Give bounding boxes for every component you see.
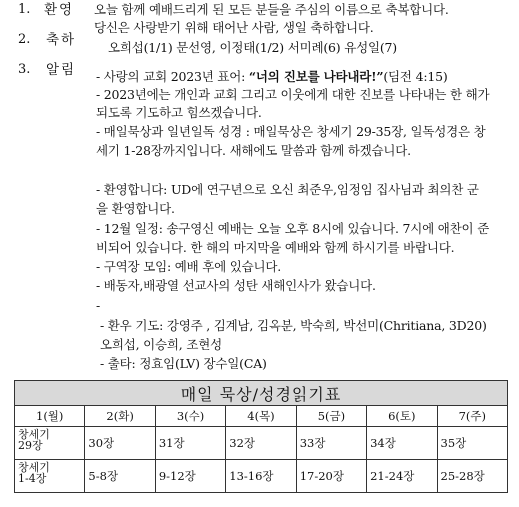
day-header: 5(금) xyxy=(296,406,366,427)
reading-schedule-table xyxy=(14,380,508,493)
section-number-welcome: 1. xyxy=(18,2,31,17)
table-row xyxy=(15,427,508,460)
notice-line: - 환영합니다: UD에 연구년으로 오신 최준우,임정임 집사님과 최의찬 군 xyxy=(96,182,479,197)
day-header: 3(수) xyxy=(155,406,225,427)
notice-motto xyxy=(96,69,448,85)
table-cell: 21-24장 xyxy=(367,460,437,493)
section-heading-welcome: 환영 xyxy=(44,2,75,18)
notice-line: - 출타: 정효임(LV) 장수일(CA) xyxy=(100,356,267,371)
section-number-congrats: 2. xyxy=(18,32,31,47)
notice-line: - 환우 기도: 강영주 , 김계남, 김옥분, 박숙희, 박선미(Chritiana, 3D20) xyxy=(100,318,487,333)
table-cell: 33장 xyxy=(296,427,366,460)
table-cell: 34장 xyxy=(367,427,437,460)
welcome-text: 오늘 함께 예배드리게 된 모든 분들을 주심의 이름으로 축복합니다. xyxy=(94,2,449,17)
section-number-notices: 3. xyxy=(18,62,31,77)
table-cell: 13-16장 xyxy=(226,460,296,493)
day-header: 1(월) xyxy=(15,406,85,427)
notice-line: - 매일묵상과 일년일독 성경 : 매일묵상은 창세기 29-35장, 일독성경은 창 xyxy=(96,124,486,139)
reading-table xyxy=(14,380,508,493)
table-cell: 30장 xyxy=(85,427,155,460)
table-title: 매일 묵상/성경읽기표 xyxy=(15,381,508,406)
notice-line: - 12월 일정: 송구영신 예배는 오늘 오후 8시에 있습니다. 7시에 애찬이 준 xyxy=(96,221,490,236)
table-cell: 35장 xyxy=(437,427,507,460)
table-cell: 17-20장 xyxy=(296,460,366,493)
motto-ref: (딤전 4:15) xyxy=(383,69,448,84)
table-row xyxy=(15,460,508,493)
table-cell: 31장 xyxy=(155,427,225,460)
notice-line: - xyxy=(96,298,101,313)
day-header: 7(주) xyxy=(437,406,507,427)
table-cell: 9-12장 xyxy=(155,460,225,493)
notice-line: 비되어 있습니다. 한 해의 마지막을 예배와 함께 하시기를 바랍니다. xyxy=(96,240,455,255)
motto-prefix: - 사랑의 교회 2023년 표어: xyxy=(96,69,249,84)
table-cell: 창세기 1-4장 xyxy=(15,460,85,493)
table-cell: 5-8장 xyxy=(85,460,155,493)
day-header: 6(토) xyxy=(367,406,437,427)
section-heading-congrats: 축하 xyxy=(46,32,77,48)
notice-line: - 2023년에는 개인과 교회 그리고 이웃에게 대한 진보를 나타내는 한 해가 xyxy=(96,87,490,102)
birthday-names: 오희섭(1/1) 문선영, 이정태(1/2) 서미례(6) 유성일(7) xyxy=(108,40,397,55)
notice-line: 오희섭, 이승희, 조현성 xyxy=(100,337,222,352)
table-title-row xyxy=(15,381,508,406)
day-header: 2(화) xyxy=(85,406,155,427)
notice-line: - 구역장 모임: 예배 후에 있습니다. xyxy=(96,259,282,274)
notice-line: 되도록 기도하고 힘쓰겠습니다. xyxy=(96,105,262,120)
birthday-intro: 당신은 사랑받기 위해 태어난 사람, 생일 축하합니다. xyxy=(94,20,374,35)
table-header-row xyxy=(15,406,508,427)
section-heading-notices: 알림 xyxy=(46,62,77,78)
motto-bold: “너의 진보를 나타내라!” xyxy=(248,69,384,84)
table-cell: 32장 xyxy=(226,427,296,460)
day-header: 4(목) xyxy=(226,406,296,427)
table-cell: 창세기 29장 xyxy=(15,427,85,460)
notice-line: 을 환영합니다. xyxy=(96,201,175,216)
notice-line: 세기 1-28장까지입니다. 새해에도 말씀과 함께 하겠습니다. xyxy=(96,143,411,158)
table-cell: 25-28장 xyxy=(437,460,507,493)
notice-line: - 배동자,배광열 선교사의 성탄 새해인사가 왔습니다. xyxy=(96,278,376,293)
